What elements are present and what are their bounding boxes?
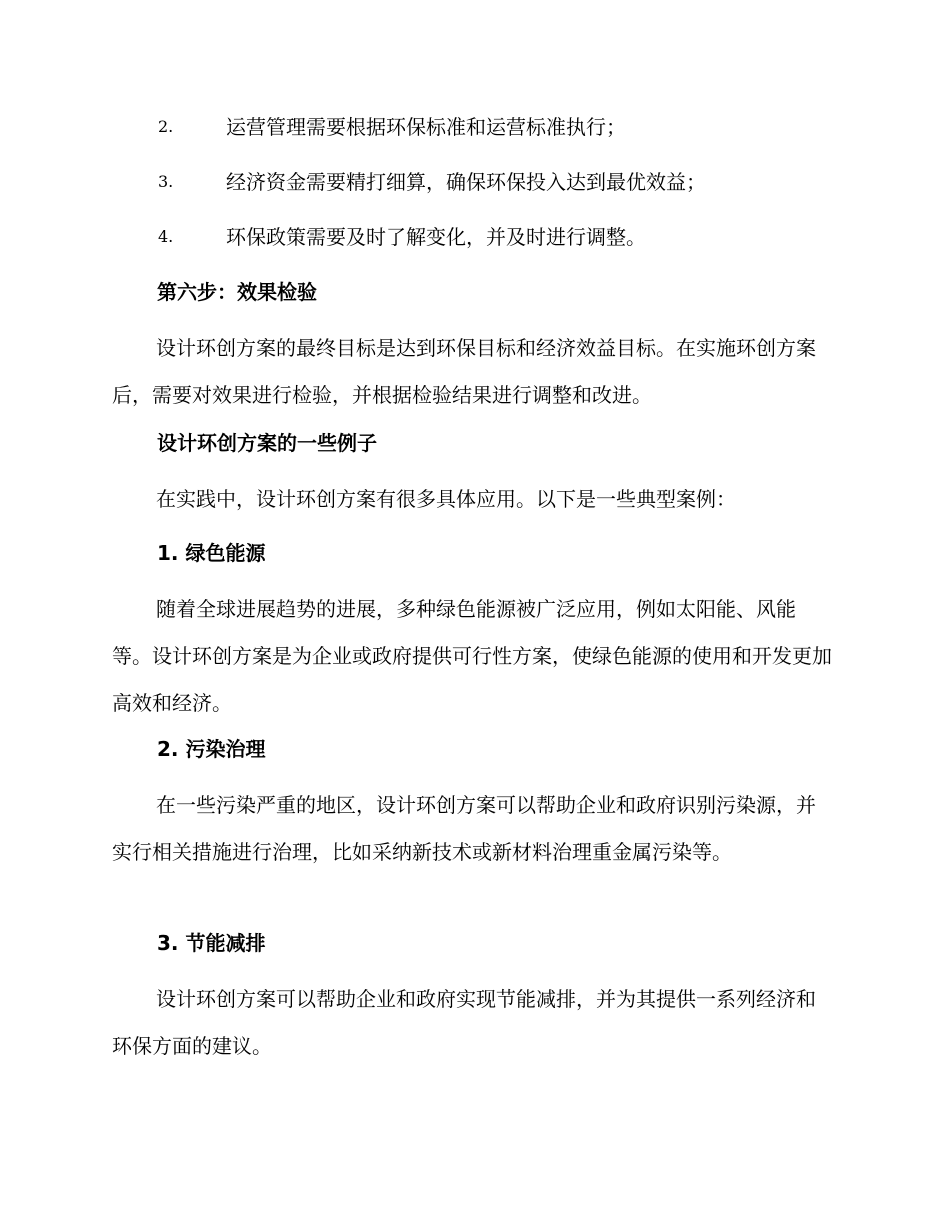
list-item: [158, 167, 858, 197]
list-text: 经济资金需要精打细算，确保环保投入达到最优效益；: [226, 170, 706, 194]
list-text: 环保政策需要及时了解变化，并及时进行调整。: [226, 225, 646, 249]
list-number: 4.: [158, 227, 174, 246]
example-heading-pollution: 2. 污染治理: [157, 737, 266, 761]
example-paragraph-pollution: 在一些污染严重的地区，设计环创方案可以帮助企业和政府识别污染源，并实行相关措施进行治理，比如采纳新技术或新材料治理重金属污染等。: [112, 793, 816, 864]
list-item: [158, 222, 858, 252]
example-heading-green-energy: 1. 绿色能源: [157, 541, 266, 565]
examples-heading: 设计环创方案的一些例子: [157, 431, 377, 455]
list-number: 3.: [158, 172, 174, 191]
list-item: [158, 112, 858, 142]
step6-paragraph: 设计环创方案的最终目标是达到环保目标和经济效益目标。在实施环创方案后，需要对效果进行检验，并根据检验结果进行调整和改进。: [112, 336, 816, 407]
list-text: 运营管理需要根据环保标准和运营标准执行；: [226, 115, 626, 139]
step6-heading: 第六步：效果检验: [157, 280, 317, 304]
list-number: 2.: [158, 117, 174, 136]
example-heading-energy-saving: 3. 节能减排: [157, 931, 266, 955]
example-paragraph-energy-saving: 设计环创方案可以帮助企业和政府实现节能减排，并为其提供一系列经济和环保方面的建议。: [112, 987, 816, 1058]
examples-intro: 在实践中，设计环创方案有很多具体应用。以下是一些典型案例：: [156, 487, 736, 511]
example-paragraph-green-energy: 随着全球进展趋势的进展，多种绿色能源被广泛应用，例如太阳能、风能等。设计环创方案是为企业或政府提供可行性方案，使绿色能源的使用和开发更加高效和经济。: [112, 597, 832, 715]
